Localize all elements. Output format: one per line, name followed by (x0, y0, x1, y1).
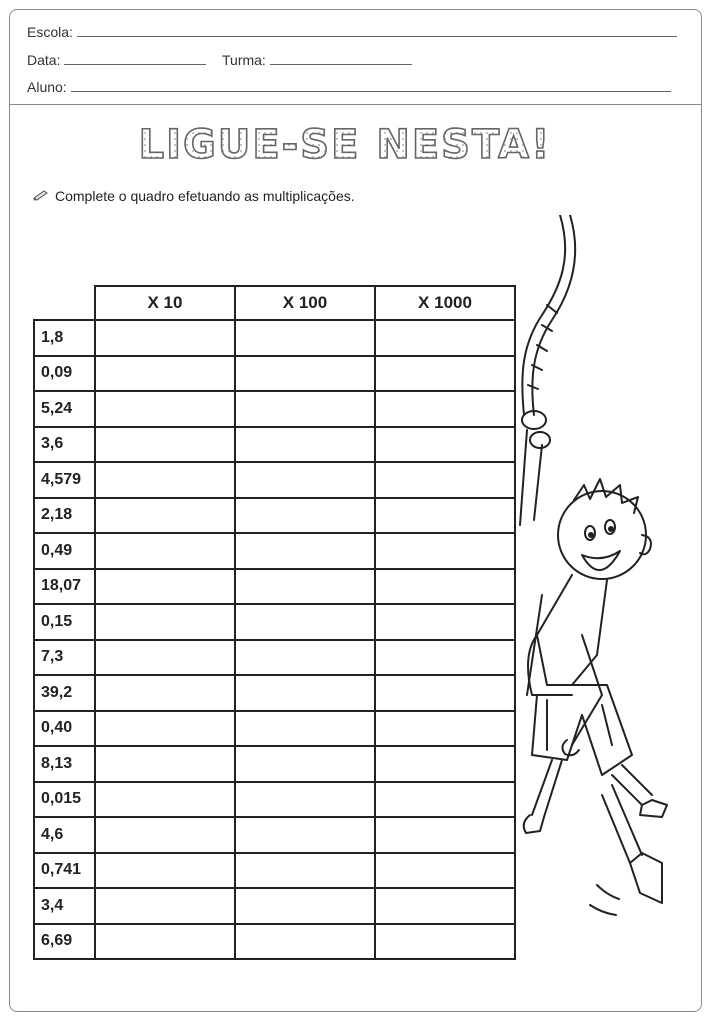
answer-cell[interactable] (235, 604, 375, 640)
column-header-x10: X 10 (95, 286, 235, 320)
answer-cell[interactable] (95, 391, 235, 427)
answer-cell[interactable] (375, 533, 515, 569)
row-label: 3,6 (34, 427, 95, 463)
answer-cell[interactable] (235, 498, 375, 534)
answer-cell[interactable] (95, 604, 235, 640)
row-label: 0,15 (34, 604, 95, 640)
row-label: 18,07 (34, 569, 95, 605)
answer-cell[interactable] (235, 427, 375, 463)
answer-cell[interactable] (95, 782, 235, 818)
row-label: 3,4 (34, 888, 95, 924)
answer-cell[interactable] (95, 817, 235, 853)
date-field[interactable] (27, 52, 206, 68)
class-field[interactable] (222, 52, 412, 68)
answer-cell[interactable] (375, 569, 515, 605)
answer-cell[interactable] (95, 675, 235, 711)
row-label: 7,3 (34, 640, 95, 676)
table-row (34, 924, 515, 960)
answer-cell[interactable] (375, 888, 515, 924)
column-header-x100: X 100 (235, 286, 375, 320)
answer-cell[interactable] (95, 569, 235, 605)
answer-cell[interactable] (235, 533, 375, 569)
table-row (34, 427, 515, 463)
answer-cell[interactable] (95, 533, 235, 569)
row-label: 0,49 (34, 533, 95, 569)
row-label: 8,13 (34, 746, 95, 782)
answer-cell[interactable] (375, 675, 515, 711)
answer-cell[interactable] (235, 746, 375, 782)
answer-cell[interactable] (375, 746, 515, 782)
row-label: 1,8 (34, 320, 95, 356)
date-line[interactable] (64, 63, 206, 65)
answer-cell[interactable] (235, 782, 375, 818)
answer-cell[interactable] (375, 604, 515, 640)
answer-cell[interactable] (375, 320, 515, 356)
answer-cell[interactable] (375, 817, 515, 853)
answer-cell[interactable] (375, 782, 515, 818)
answer-cell[interactable] (375, 427, 515, 463)
table-row (34, 604, 515, 640)
school-line[interactable] (77, 35, 677, 37)
answer-cell[interactable] (375, 853, 515, 889)
row-label: 0,40 (34, 711, 95, 747)
table-row (34, 320, 515, 356)
answer-cell[interactable] (235, 853, 375, 889)
multiplication-table (33, 285, 516, 960)
table-row (34, 462, 515, 498)
row-label: 2,18 (34, 498, 95, 534)
date-label: Data: (27, 52, 61, 68)
table-row (34, 711, 515, 747)
table-corner (34, 286, 95, 320)
table-row (34, 640, 515, 676)
table-header-row (34, 286, 515, 320)
answer-cell[interactable] (95, 888, 235, 924)
table-row (34, 675, 515, 711)
answer-cell[interactable] (235, 924, 375, 960)
header-separator (9, 104, 702, 105)
instruction-text: Complete o quadro efetuando as multiplicações. (55, 188, 355, 204)
answer-cell[interactable] (235, 569, 375, 605)
class-label: Turma: (222, 52, 266, 68)
answer-cell[interactable] (95, 746, 235, 782)
answer-cell[interactable] (95, 711, 235, 747)
table-row (34, 356, 515, 392)
title-graphic (130, 118, 560, 172)
school-label: Escola: (27, 24, 73, 40)
answer-cell[interactable] (95, 498, 235, 534)
class-line[interactable] (270, 63, 412, 65)
row-label: 4,6 (34, 817, 95, 853)
column-header-x1000: X 1000 (375, 286, 515, 320)
table-row (34, 533, 515, 569)
table-row (34, 569, 515, 605)
table-row (34, 888, 515, 924)
boy-on-rope-illustration (512, 215, 682, 935)
school-field[interactable] (27, 24, 677, 40)
answer-cell[interactable] (235, 817, 375, 853)
row-label: 39,2 (34, 675, 95, 711)
row-label: 0,015 (34, 782, 95, 818)
row-label: 5,24 (34, 391, 95, 427)
answer-cell[interactable] (235, 888, 375, 924)
answer-cell[interactable] (235, 320, 375, 356)
answer-cell[interactable] (235, 356, 375, 392)
table-row (34, 391, 515, 427)
row-label: 4,579 (34, 462, 95, 498)
student-field[interactable] (27, 79, 671, 95)
answer-cell[interactable] (235, 640, 375, 676)
answer-cell[interactable] (95, 462, 235, 498)
answer-cell[interactable] (235, 462, 375, 498)
student-label: Aluno: (27, 79, 67, 95)
answer-cell[interactable] (95, 640, 235, 676)
answer-cell[interactable] (95, 853, 235, 889)
answer-cell[interactable] (95, 320, 235, 356)
table-row (34, 853, 515, 889)
row-label: 6,69 (34, 924, 95, 960)
answer-cell[interactable] (95, 924, 235, 960)
answer-cell[interactable] (235, 675, 375, 711)
answer-cell[interactable] (375, 640, 515, 676)
answer-cell[interactable] (375, 356, 515, 392)
student-line[interactable] (71, 90, 671, 92)
answer-cell[interactable] (235, 711, 375, 747)
table-row (34, 746, 515, 782)
answer-cell[interactable] (375, 391, 515, 427)
pencil-icon (33, 188, 49, 204)
instruction (33, 188, 355, 204)
table-row (34, 782, 515, 818)
answer-cell[interactable] (375, 462, 515, 498)
page-title (130, 118, 560, 172)
answer-cell[interactable] (95, 427, 235, 463)
row-label: 0,09 (34, 356, 95, 392)
row-label: 0,741 (34, 853, 95, 889)
table-row (34, 817, 515, 853)
answer-cell[interactable] (375, 498, 515, 534)
answer-cell[interactable] (375, 924, 515, 960)
title-text: LIGUE-SE NESTA! (138, 122, 552, 168)
answer-cell[interactable] (375, 711, 515, 747)
table-row (34, 498, 515, 534)
answer-cell[interactable] (95, 356, 235, 392)
answer-cell[interactable] (235, 391, 375, 427)
